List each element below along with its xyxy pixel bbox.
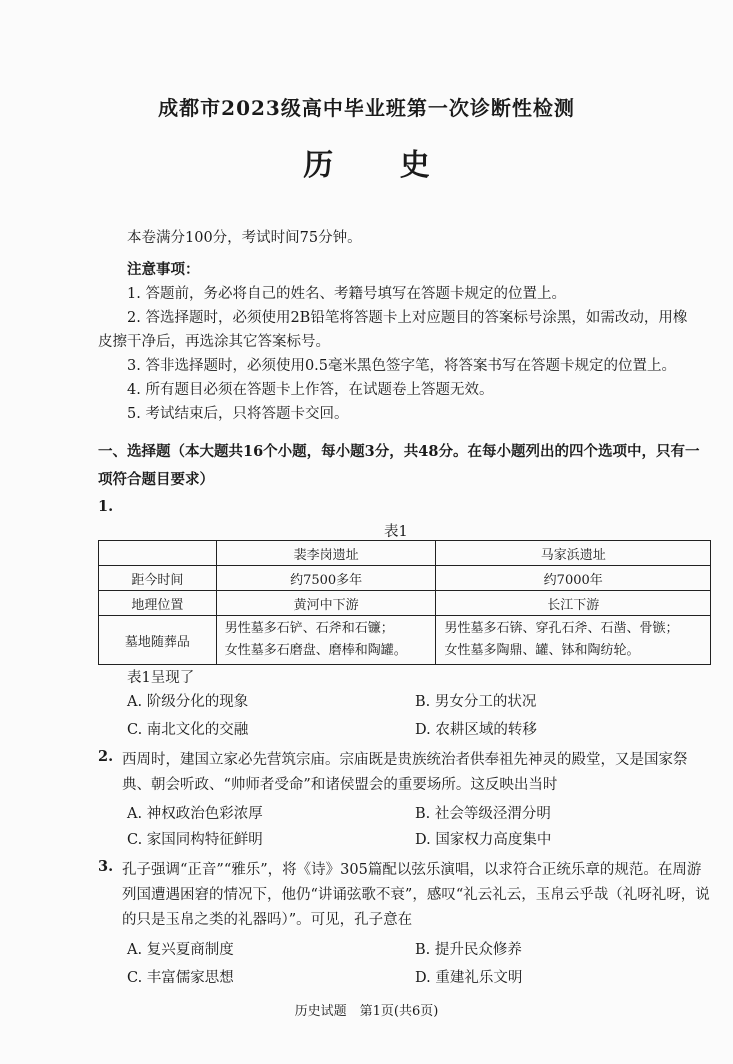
option-b: B. 提升民众修养 (415, 942, 522, 958)
option-d: D. 国家权力高度集中 (415, 832, 552, 848)
table-header-cell: 裴李岗遗址 (216, 541, 436, 566)
table-row (99, 591, 711, 616)
table-row (99, 616, 711, 665)
question-number: 3. (98, 858, 114, 875)
note-item: 皮擦干净后，再选涂其它答案标号。 (98, 334, 330, 350)
question-number: 2. (98, 748, 114, 765)
exam-intro: 本卷满分100分，考试时间75分钟。 (127, 230, 362, 246)
table-cell-line: 男性墓多石铲、石斧和石镰； (224, 621, 394, 636)
page-footer: 历史试题 第1页(共6页) (294, 1004, 439, 1019)
option-a: A. 复兴夏商制度 (127, 942, 234, 958)
exam-title: 成都市2023级高中毕业班第一次诊断性检测 (158, 96, 575, 120)
table-cell: 黄河中下游 (216, 591, 436, 616)
table-cell-line: 女性墓多陶鼎、罐、钵和陶纺轮。 (444, 643, 640, 658)
note-item: 3. 答非选择题时，必须使用0.5毫米黑色签字笔，将答案书写在答题卡规定的位置上。 (127, 358, 677, 374)
option-b: B. 社会等级泾渭分明 (415, 806, 551, 822)
option-d: D. 农耕区域的转移 (415, 722, 537, 738)
question-stem: 西周时，建国立家必先营筑宗庙。宗庙既是贵族统治者供奉祖先神灵的殿堂，又是国家祭 (122, 752, 688, 768)
question-stem: 孔子强调“正音”“雅乐”，将《诗》305篇配以弦乐演唱，以求符合正统乐章的规范。在周游 (122, 862, 702, 878)
table-cell (436, 616, 711, 665)
option-c: C. 南北文化的交融 (127, 722, 249, 738)
table-cell: 约7500多年 (216, 566, 436, 591)
table-cell-line: 女性墓多石磨盘、磨棒和陶罐。 (224, 643, 407, 658)
notes-heading: 注意事项： (127, 261, 200, 278)
option-a: A. 神权政治色彩浓厚 (127, 806, 263, 822)
note-item: 4. 所有题目必须在答题卡上作答，在试题卷上答题无效。 (127, 382, 494, 398)
note-item: 1. 答题前，务必将自己的姓名、考籍号填写在答题卡规定的位置上。 (127, 286, 566, 302)
note-item: 2. 答选择题时，必须使用2B铅笔将答题卡上对应题目的答案标号涂黑，如需改动，用橡 (127, 310, 688, 326)
section-heading: 一、选择题（本大题共16个小题，每小题3分，共48分。在每小题列出的四个选项中，只有一 (98, 443, 700, 460)
table-header-cell: 马家浜遗址 (436, 541, 711, 566)
option-d: D. 重建礼乐文明 (415, 970, 523, 986)
table-row-label: 距今时间 (99, 566, 217, 591)
table-cell (216, 616, 436, 665)
table-row-label: 墓地随葬品 (99, 616, 217, 665)
option-b: B. 男女分工的状况 (415, 694, 537, 710)
option-c: C. 家国同构特征鲜明 (127, 832, 263, 848)
table-cell-line: 男性墓多石锛、穿孔石斧、石凿、骨镞； (444, 621, 679, 636)
table-cell: 约7000年 (436, 566, 711, 591)
table-cell: 长江下游 (436, 591, 711, 616)
subject-title: 历 史 (303, 148, 458, 183)
option-a: A. 阶级分化的现象 (127, 694, 249, 710)
table-header-row (99, 541, 711, 566)
section-heading-cont: 项符合题目要求） (98, 471, 214, 488)
table-row (99, 566, 711, 591)
question-stem-cont: 列国遭遇困窘的情况下，他仍“讲诵弦歌不衰”，感叹“礼云礼云，玉帛云乎哉（礼呀礼呀，说 (122, 887, 710, 903)
table-header-cell (99, 541, 217, 566)
question-stem-cont: 典、朝会听政、“帅师者受命”和诸侯盟会的重要场所。这反映出当时 (122, 777, 558, 793)
table-caption: 表1 (384, 524, 408, 540)
question-stem: 表1呈现了 (127, 670, 195, 686)
question-stem-cont: 的只是玉帛之类的礼器吗）”。可见，孔子意在 (122, 912, 413, 928)
table-row-label: 地理位置 (99, 591, 217, 616)
question-number: 1. (98, 498, 114, 515)
note-item: 5. 考试结束后，只将答题卡交回。 (127, 406, 349, 422)
option-c: C. 丰富儒家思想 (127, 970, 234, 986)
table-1 (98, 540, 711, 665)
